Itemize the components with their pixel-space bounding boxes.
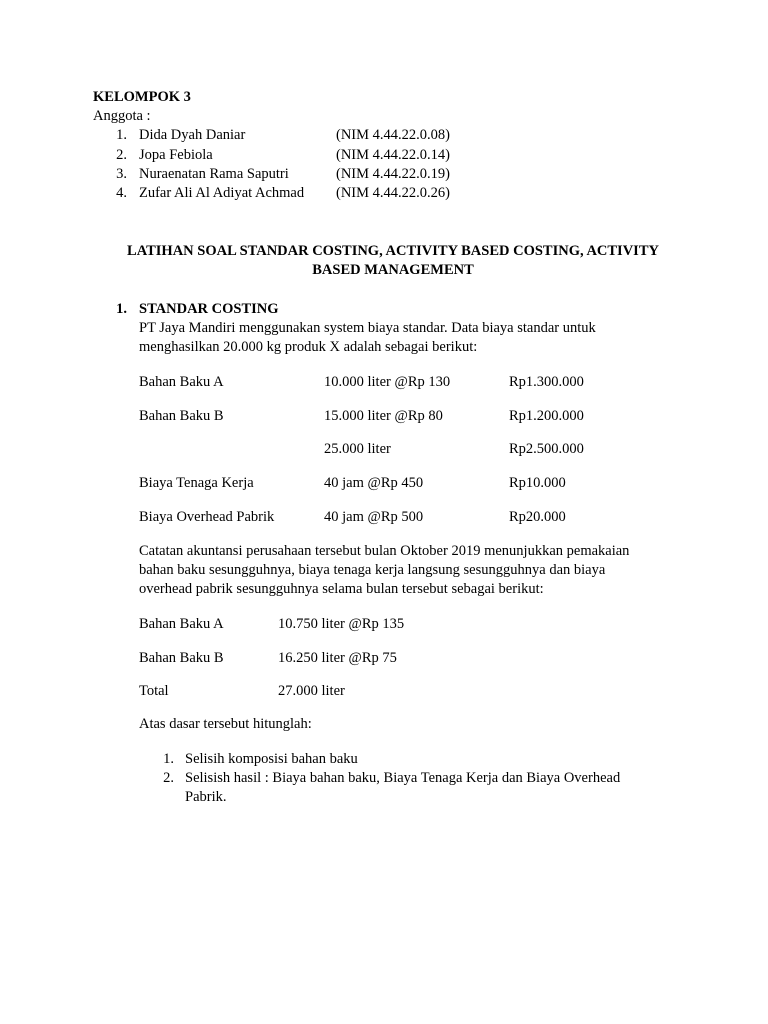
group-heading: KELOMPOK 3: [93, 89, 191, 105]
task-intro: Atas dasar tersebut hitunglah:: [139, 716, 312, 732]
row-item: Biaya Tenaga Kerja: [139, 475, 254, 491]
task-number: 2.: [163, 770, 174, 786]
row-quantity: 40 jam @Rp 500: [324, 509, 424, 525]
section-heading: STANDAR COSTING: [139, 301, 279, 317]
member-name: Dida Dyah Daniar: [139, 127, 246, 143]
member-name: Jopa Febiola: [139, 147, 213, 163]
row-item: Total: [139, 683, 169, 699]
row-quantity: 16.250 liter @Rp 75: [278, 650, 397, 666]
actual-intro-line: bahan baku sesungguhnya, biaya tenaga kerja langsung sesungguhnya dan biaya: [139, 562, 606, 578]
row-quantity: 10.750 liter @Rp 135: [278, 616, 405, 632]
row-amount: Rp10.000: [509, 475, 566, 491]
member-number: 1.: [116, 127, 127, 143]
task-text: Pabrik.: [185, 789, 227, 805]
row-amount: Rp20.000: [509, 509, 566, 525]
section-intro-line: PT Jaya Mandiri menggunakan system biaya standar. Data biaya standar untuk: [139, 320, 596, 336]
member-nim: (NIM 4.44.22.0.08): [336, 127, 450, 143]
member-number: 4.: [116, 185, 127, 201]
section-intro-line: menghasilkan 20.000 kg produk X adalah sebagai berikut:: [139, 339, 478, 355]
row-quantity: 15.000 liter @Rp 80: [324, 408, 443, 424]
row-quantity: 40 jam @Rp 450: [324, 475, 424, 491]
section-number: 1.: [116, 301, 127, 317]
member-nim: (NIM 4.44.22.0.14): [336, 147, 450, 163]
members-label: Anggota :: [93, 108, 151, 124]
document-title-line-1: LATIHAN SOAL STANDAR COSTING, ACTIVITY BASED COSTING, ACTIVITY: [127, 243, 659, 259]
row-quantity: 10.000 liter @Rp 130: [324, 374, 451, 390]
row-item: Bahan Baku A: [139, 616, 224, 632]
row-amount: Rp1.300.000: [509, 374, 584, 390]
member-nim: (NIM 4.44.22.0.26): [336, 185, 450, 201]
row-amount: Rp2.500.000: [509, 441, 584, 457]
member-name: Zufar Ali Al Adiyat Achmad: [139, 185, 305, 201]
member-nim: (NIM 4.44.22.0.19): [336, 166, 450, 182]
member-number: 3.: [116, 166, 127, 182]
member-number: 2.: [116, 147, 127, 163]
task-text: Selisih komposisi bahan baku: [185, 751, 358, 767]
actual-intro-line: Catatan akuntansi perusahaan tersebut bulan Oktober 2019 menunjukkan pemakaian: [139, 543, 630, 559]
actual-intro-line: overhead pabrik sesungguhnya selama bulan tersebut sebagai berikut:: [139, 581, 544, 597]
task-number: 1.: [163, 751, 174, 767]
row-item: Bahan Baku A: [139, 374, 224, 390]
member-name: Nuraenatan Rama Saputri: [139, 166, 289, 182]
row-item: Biaya Overhead Pabrik: [139, 509, 275, 525]
task-text: Selisish hasil : Biaya bahan baku, Biaya Tenaga Kerja dan Biaya Overhead: [185, 770, 621, 786]
row-quantity: 25.000 liter: [324, 441, 391, 457]
row-item: Bahan Baku B: [139, 650, 224, 666]
row-item: Bahan Baku B: [139, 408, 224, 424]
row-quantity: 27.000 liter: [278, 683, 345, 699]
document-title-line-2: BASED MANAGEMENT: [312, 262, 474, 278]
row-amount: Rp1.200.000: [509, 408, 584, 424]
